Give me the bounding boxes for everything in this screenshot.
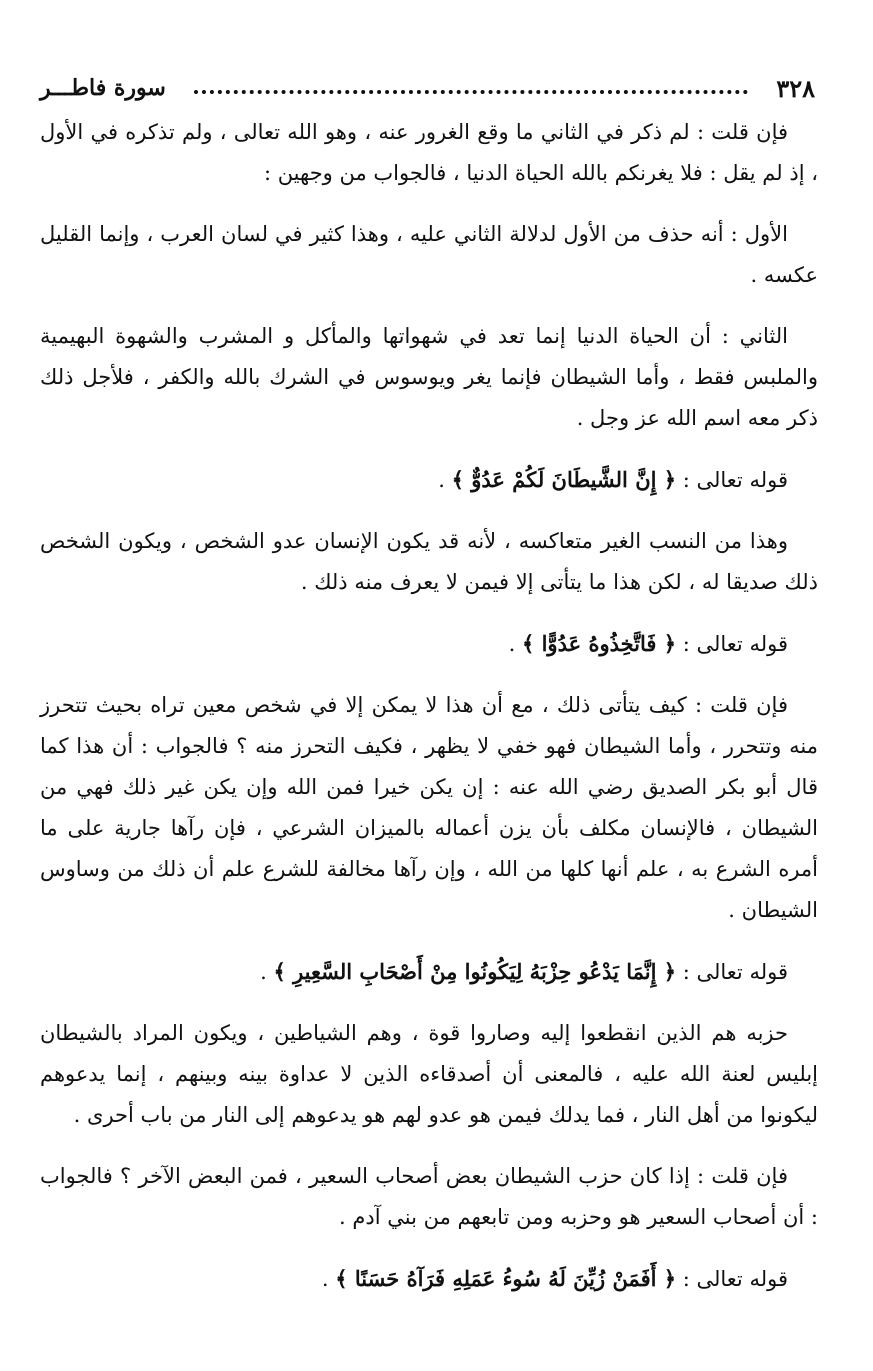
running-title: سورة فاطـــر [40, 75, 166, 101]
paragraph: فإن قلت : لم ذكر في الثاني ما وقع الغرور عنه ، وهو الله تعالى ، ولم تذكره في الأول ، إذ لم يقل : فلا يغرنكم بالله الحياة الدنيا ، فالجواب من وجهين : [40, 120, 818, 185]
verse-quote [40, 459, 818, 501]
verse-end: . [260, 960, 274, 984]
verse-quote [40, 1258, 818, 1300]
verse-end: . [438, 468, 452, 492]
paragraph: حزبه هم الذين انقطعوا إليه وصاروا قوة ، وهم الشياطين ، ويكون المراد بالشيطان إبليس لعنة الله عليه ، فالمعنى أن أصدقاءه الذين لا عداوة بينه وبينهم ، إنما يدعوهم ليكونوا من أهل النار ، فما يدلك فيمن هو عدو لهم هو يدعوهم إلى النار من باب أحرى . [40, 1021, 818, 1127]
paragraph: وهذا من النسب الغير متعاكسه ، لأنه قد يكون الإنسان عدو الشخص ، ويكون الشخص ذلك صديقا له ، لكن هذا ما يتأتى إلا فيمن لا يعرف منه ذلك . [40, 529, 818, 594]
verse-lead: قوله تعالى : [682, 468, 788, 492]
page-body [40, 112, 818, 1320]
paragraph: فإن قلت : إذا كان حزب الشيطان بعض أصحاب السعير ، فمن البعض الآخر ؟ فالجواب : أن أصحاب السعير هو وحزبه ومن تابعهم من بني آدم . [40, 1164, 818, 1229]
verse-quote [40, 623, 818, 665]
paragraph: الثاني : أن الحياة الدنيا إنما تعد في شهواتها والمأكل و المشرب والشهوة البهيمية والملبس فقط ، وأما الشيطان فإنما يغر ويوسوس في الشرك بالله والكفر ، فلأجل ذلك ذكر معه اسم الله عز وجل . [40, 324, 818, 430]
page-number: ٣٢٨ [776, 73, 815, 103]
header-dotted-rule [194, 90, 749, 94]
verse-quote [40, 951, 818, 993]
verse-lead: قوله تعالى : [682, 632, 788, 656]
page-header [40, 70, 815, 106]
verse-text: ﴿ فَاتَّخِذُوهُ عَدُوًّا ﴾ [521, 631, 677, 656]
paragraph: فإن قلت : كيف يتأتى ذلك ، مع أن هذا لا يمكن إلا في شخص معين تراه بحيث تتحرز منه وتتحرر ، وأما الشيطان فهو خفي لا يظهر ، فكيف التحرز منه ؟ فالجواب : أن هذا كما قال أبو بكر الصديق رضي الله عنه : إن يكن خيرا فمن الله وإن يكن غير ذلك فهي من الشيطان ، فالإنسان مكلف بأن يزن أعماله بالميزان الشرعي ، فإن رآها جارية على ما أمره الشرع به ، علم أنها كلها من الله ، وإن رآها مخالفة للشرع علم أن ذلك من وساوس الشيطان . [40, 693, 818, 922]
verse-text: ﴿ أَفَمَنْ زُيِّنَ لَهُ سُوءُ عَمَلِهِ فَرَآهُ حَسَنًا ﴾ [335, 1266, 677, 1291]
verse-end: . [321, 1267, 336, 1291]
verse-text: ﴿ إِنَّ الشَّيطَانَ لَكُمْ عَدُوٌّ ﴾ [451, 467, 677, 492]
verse-lead: قوله تعالى : [682, 960, 788, 984]
verse-text: ﴿ إِنَّمَا يَدْعُو حِزْبَهُ لِيَكُونُوا مِنْ أَصْحَابِ السَّعِيرِ ﴾ [273, 959, 677, 984]
paragraph: الأول : أنه حذف من الأول لدلالة الثاني عليه ، وهذا كثير في لسان العرب ، وإنما القليل عكسه . [40, 222, 818, 287]
verse-lead: قوله تعالى : [682, 1267, 788, 1291]
verse-end: . [508, 632, 522, 656]
